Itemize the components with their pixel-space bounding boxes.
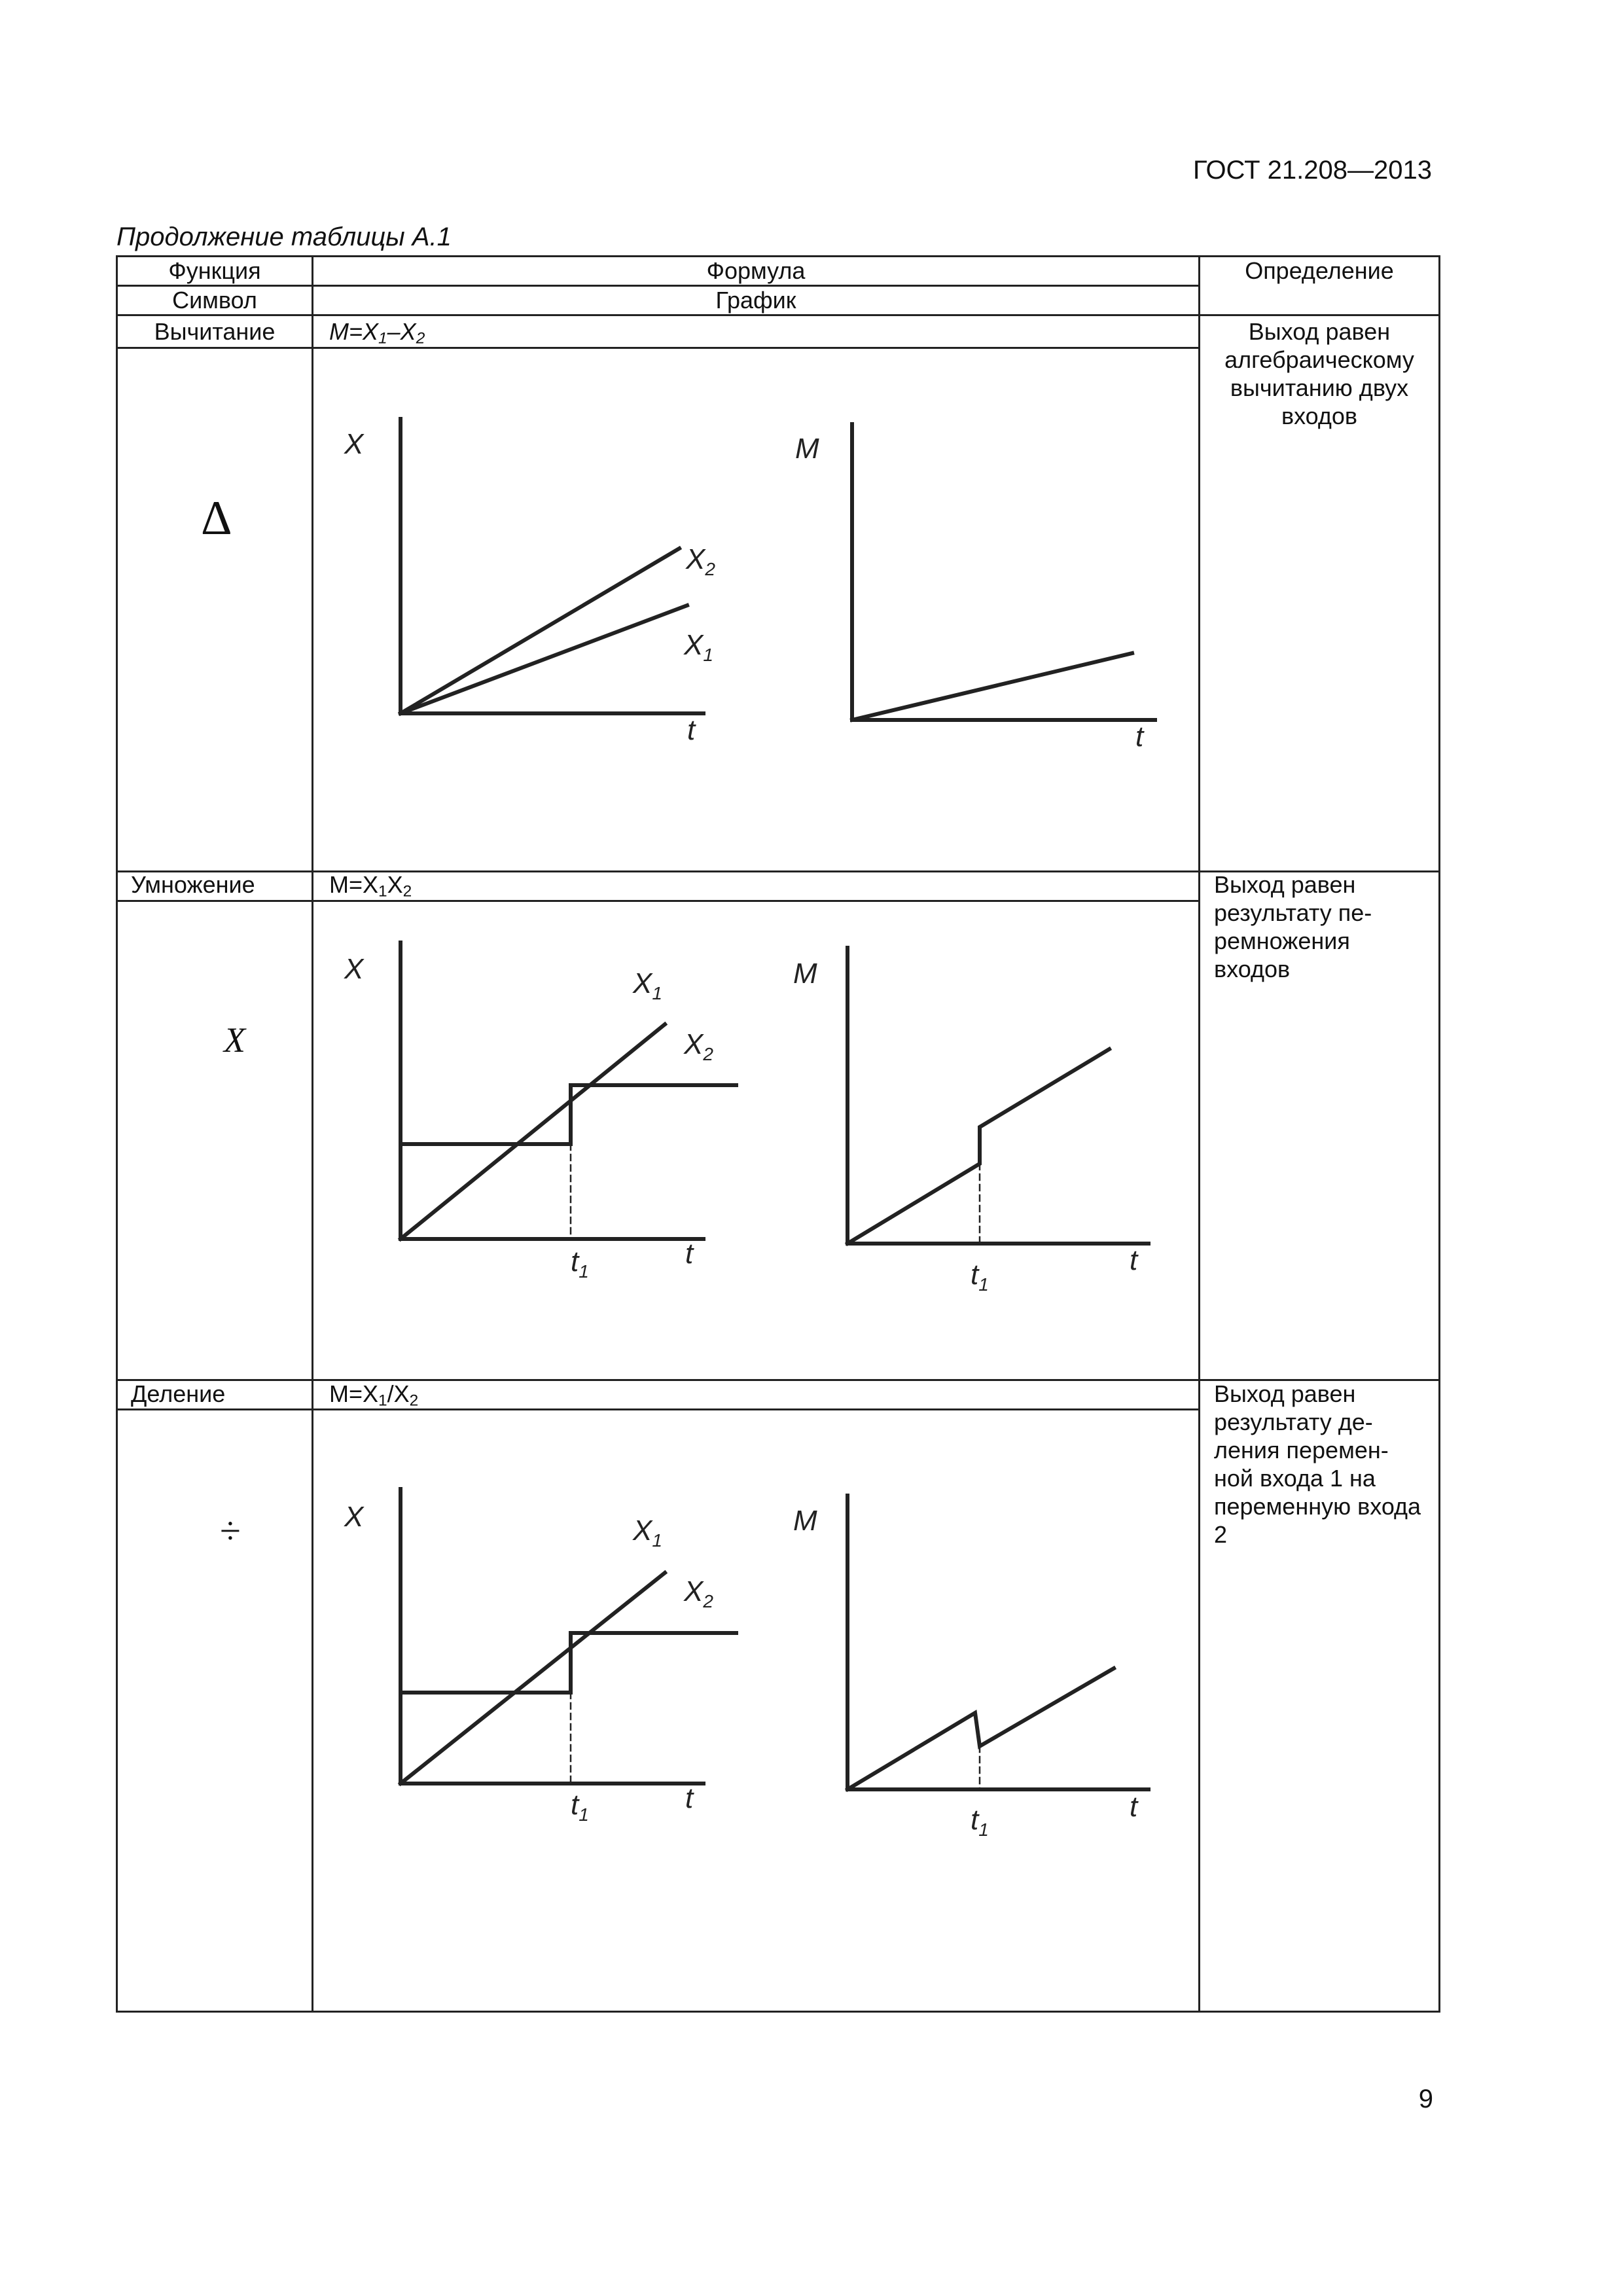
line-x2 (401, 548, 679, 713)
table-rule-col-2 (1198, 255, 1200, 2013)
table-rule-head-2 (116, 314, 1440, 316)
series-label-x1: $X_1$ (684, 629, 713, 665)
table-rule-row1-formula (116, 347, 1200, 349)
axis-label-y: M (795, 433, 819, 465)
line-m (847, 1049, 1109, 1244)
row-formula-multiplication: $M=X_1X_2$ (329, 871, 412, 901)
axes (401, 942, 704, 1239)
line-m (847, 1668, 1114, 1789)
graph-subtraction-output (795, 424, 1155, 753)
table-border-left (116, 255, 118, 2013)
symbol-subtraction: Δ (201, 492, 232, 545)
series-label-x2: $X_2$ (684, 1575, 713, 1611)
head-formula: Формула (706, 257, 806, 284)
symbol-multiplication: X (224, 1020, 245, 1060)
document-code: ГОСТ 21.208—2013 (1193, 156, 1432, 185)
axis-label-t: t (1130, 1791, 1138, 1823)
row-function-division: Деление (131, 1380, 226, 1407)
row-definition-division: Выход равен результату де- ления перемен- ной входа 1 на переменную входа 2 (1214, 1380, 1421, 1548)
axis-label-t: t (685, 1782, 694, 1814)
marker-label-t1: $t_1$ (971, 1804, 989, 1840)
axis-label-y: X (344, 953, 364, 985)
series-label-x2: $X_2$ (684, 1028, 713, 1064)
axis-label-y: M (793, 1505, 817, 1537)
line-x1 (401, 1024, 665, 1239)
head-function: Функция (168, 257, 261, 284)
row-function-subtraction: Вычитание (154, 318, 276, 345)
marker-label-t1: $t_1$ (571, 1789, 589, 1825)
row-formula-subtraction: $M=X_1-X_2$ (329, 318, 425, 348)
symbol-division: ÷ (220, 1509, 241, 1552)
graph-multiplication-input (344, 942, 736, 1282)
marker-label-t1: $t_1$ (971, 1259, 989, 1295)
table-rule-col-1 (312, 255, 313, 2013)
line-x1 (401, 1573, 665, 1784)
graph-subtraction-input (344, 419, 715, 746)
marker-label-t1: $t_1$ (571, 1246, 589, 1282)
line-x1 (401, 605, 687, 713)
row-formula-division: $M=X_1/X_2$ (329, 1380, 419, 1410)
axes (401, 419, 704, 713)
series-label-x1: $X_1$ (633, 967, 662, 1003)
axis-label-y: X (344, 1501, 364, 1533)
series-label-x1: $X_1$ (633, 1515, 662, 1551)
axis-label-t: t (1135, 721, 1144, 753)
row-definition-multiplication: Выход равен результату пе- ремножения входов (1214, 871, 1372, 982)
axes (847, 948, 1149, 1244)
table-rule-row2-formula (116, 900, 1200, 902)
head-symbol: Символ (172, 287, 257, 314)
row-function-multiplication: Умножение (131, 871, 255, 898)
axis-label-t: t (687, 714, 696, 746)
head-graph: График (715, 287, 796, 314)
table-border-bottom (116, 2011, 1440, 2013)
series-label-x2: $X_2$ (686, 543, 715, 579)
table-rule-row3-formula (116, 1408, 1200, 1410)
axis-label-t: t (1130, 1244, 1138, 1276)
table-border-right (1438, 255, 1440, 2013)
graph-division-output (793, 1496, 1149, 1840)
row-definition-subtraction: Выход равен алгебраическому вычитанию двух входов (1224, 318, 1414, 429)
graph-multiplication-output (793, 948, 1149, 1295)
graph-division-input (344, 1489, 736, 1825)
axes (852, 424, 1155, 720)
axis-label-y: X (344, 428, 364, 460)
axes (847, 1496, 1149, 1789)
axis-label-t: t (685, 1238, 694, 1270)
page-number: 9 (1418, 2085, 1433, 2113)
axes (401, 1489, 704, 1784)
table-caption: Продолжение таблицы А.1 (116, 223, 452, 251)
line-m (852, 653, 1132, 720)
line-x2 (401, 1085, 736, 1144)
axis-label-y: M (793, 958, 817, 990)
head-definition: Определение (1245, 257, 1394, 284)
line-x2 (401, 1633, 736, 1693)
